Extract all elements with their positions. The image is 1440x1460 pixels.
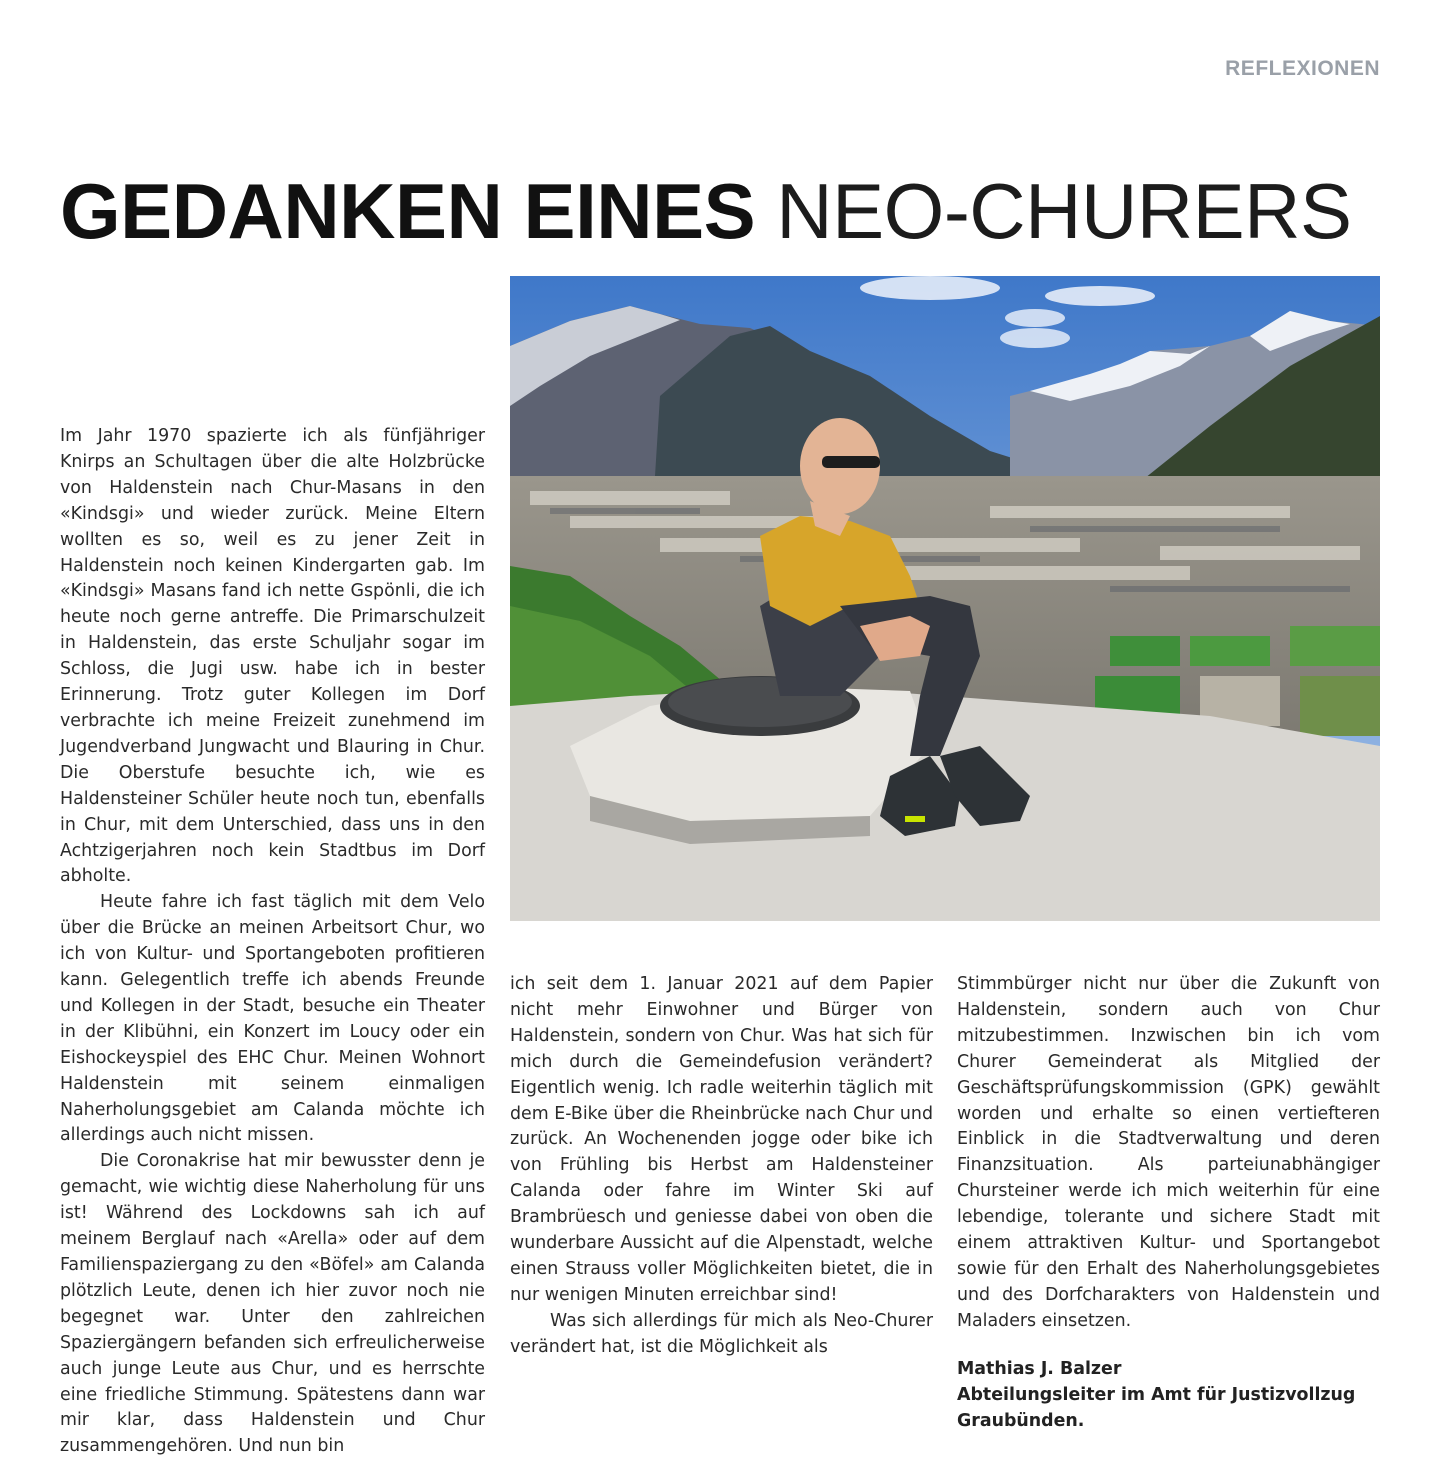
paragraph-2: Heute fahre ich fast täglich mit dem Velo über die Brücke an meinen Arbeitsort Chur, wo ich von Kultur- und Sportangeboten profitieren kann. Gelegentlich treffe ich abends Freunde und Kollegen in der Stadt, besuche ein Theater in der Klibühni, ein Konzert im Loucy oder ein Eishockeyspiel des EHC Chur. Meinen Wohnort Haldenstein mit seinem einmaligen Naherholungsgebiet am Calanda möchte ich allerdings auch nicht missen. [60,892,485,1146]
text-column-1 [60,424,485,1460]
author-role-line-2: Graubünden. [957,1410,1085,1431]
author-signature [957,1357,1380,1435]
author-name: Mathias J. Balzer [957,1358,1122,1379]
text-column-2 [510,972,933,1361]
paragraph-5-continued: Stimmbürger nicht nur über die Zukunft von Haldenstein, sondern auch von Chur mitzubestimmen. Inzwischen bin ich vom Churer Gemeinderat als Mitglied der Geschäftsprüfungskommission (GPK) gewählt worden und erhalte so einen vertiefteren Einblick in die Stadtverwaltung und deren Finanzsituation. Als parteiunabhängiger Chursteiner werde ich mich weiterhin für eine lebendige, tolerante und sichere Stadt mit einem attraktiven Kultur- und Sportangebot sowie für den Erhalt des Naherholungsgebietes und des Dorfcharakters von Haldenstein und Maladers einsetzen. [957,974,1380,1331]
paragraph-5: Was sich allerdings für mich als Neo-Churer verändert hat, ist die Möglichkeit als [510,1310,933,1357]
title-bold-part: GEDANKEN EINES [60,167,756,255]
text-column-3 [957,972,1380,1434]
paragraph-4: ich seit dem 1. Januar 2021 auf dem Papier nicht mehr Einwohner und Bürger von Haldenstein, sondern von Chur. Was hat sich für mich durch die Gemeindefusion verändert? Eigentlich wenig. Ich radle weiterhin täglich mit dem E-Bike über die Rheinbrücke nach Chur und zurück. An Wochenenden jogge oder bike ich von Frühling bis Herbst am Haldensteiner Calanda oder fahre im Winter Ski auf Brambrüesch und geniesse dabei von oben die wunderbare Aussicht auf die Alpenstadt, welche einen Strauss voller Möglichkeiten bietet, die in nur wenigen Minuten erreichbar sind! [510,974,933,1305]
section-label: REFLEXIONEN [1225,57,1380,80]
article-title [60,168,1352,254]
author-role-line-1: Abteilungsleiter im Amt für Justizvollzug [957,1384,1356,1405]
title-light-part: NEO-CHURERS [776,167,1352,255]
article-photo [510,276,1380,921]
paragraph-3: Die Coronakrise hat mir bewusster denn je gemacht, wie wichtig diese Naherholung für uns ist! Während des Lockdowns sah ich auf meinem Berglauf nach «Arella» oder auf dem Familienspaziergang zu den «Böfel» am Calanda plötzlich Leute, denen ich hier zuvor noch nie begegnet war. Unter den zahlreichen Spaziergängern befanden sich erfreulicherweise auch junge Leute aus Chur, und es herrschte eine friedliche Stimmung. Spätestens dann war mir klar, dass Haldenstein und Chur zusammengehören. Und nun bin [60,1151,485,1457]
paragraph-1: Im Jahr 1970 spazierte ich als fünfjähriger Knirps an Schultagen über die alte Holzbrücke von Haldenstein nach Chur-Masans in den «Kindsgi» und wieder zurück. Meine Eltern wollten es so, weil es zu jener Zeit in Haldenstein noch keinen Kindergarten gab. Im «Kindsgi» Masans fand ich nette Gspönli, die ich heute noch gerne antreffe. Die Primarschulzeit in Haldenstein, das erste Schuljahr sogar im Schloss, die Jugi usw. habe ich in bester Erinnerung. Trotz guter Kollegen im Dorf verbrachte ich meine Freizeit zunehmend im Jugendverband Jungwacht und Blauring in Chur. Die Oberstufe besuchte ich, wie es Haldensteiner Schüler heute noch tun, ebenfalls in Chur, mit dem Unterschied, dass uns in den Achtzigerjahren noch kein Stadtbus im Dorf abholte. [60,426,485,887]
portrait-photo-icon [510,276,1380,921]
